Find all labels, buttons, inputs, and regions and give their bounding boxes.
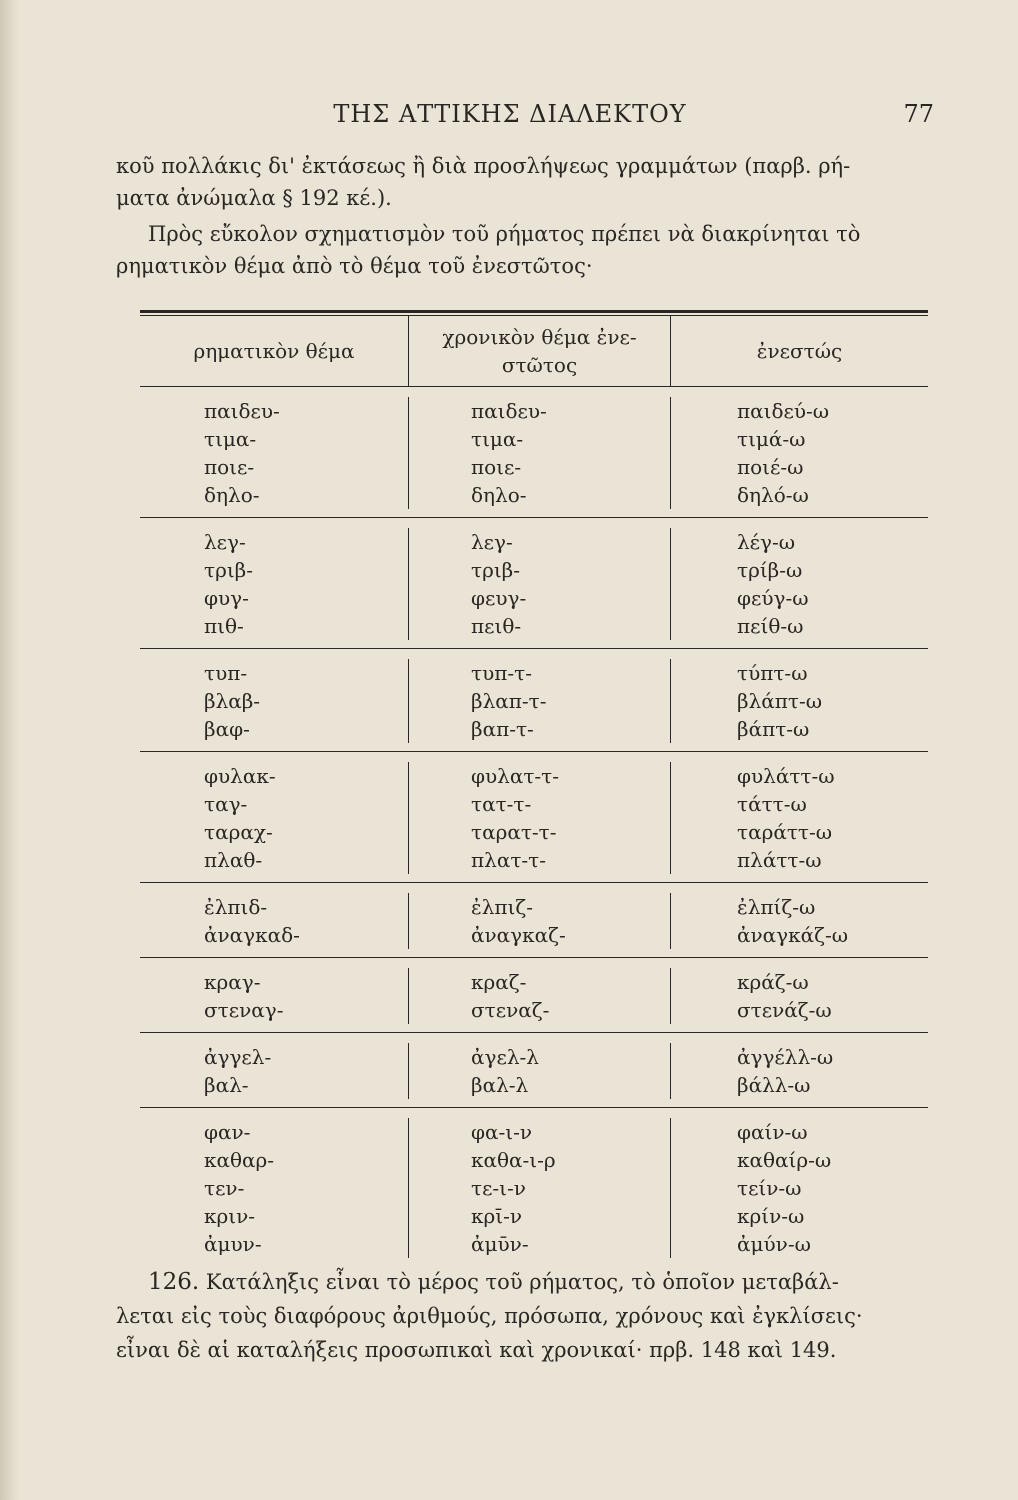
table-header [140,316,928,387]
table-cell-text: παιδευ- [471,399,547,423]
present-form-cell [670,762,928,874]
text-line: ματα ἀνώμαλα § 192 κέ.). [116,186,392,210]
table-row-group [140,958,928,1033]
table-cell-text: κριν- [204,1204,256,1228]
present-stem-cell [408,1043,670,1099]
table-cell-text: βλαβ- [204,689,261,713]
table-cell-text: ταράττ-ω [737,820,833,844]
table-cell-text: τε-ι-ν [471,1176,526,1200]
header-present-stem [408,316,670,386]
table-cell-text: φυλακ- [204,764,276,788]
page-number: 77 [903,100,934,128]
table-cell-text: τιμά-ω [737,427,806,451]
present-stem-cell [408,893,670,949]
table-cell-text: δηλο- [471,483,527,507]
verb-stem-table [140,310,928,1266]
table-cell-text: βαλ-λ [471,1073,529,1097]
page-header [80,96,940,136]
table-cell-text: τυπ- [204,661,248,685]
table-cell-text: βαφ- [204,717,250,741]
verbal-stem-cell [140,893,408,949]
table-cell-text: φα-ι-ν [471,1120,533,1144]
table-cell-text: βάλλ-ω [737,1073,811,1097]
table-cell-text: πειθ- [471,614,522,638]
present-form-cell [670,397,928,509]
page-binding-edge [0,0,20,1500]
table-cell-text: καθαίρ-ω [737,1148,832,1172]
table-cell-text: πλάττ-ω [737,848,822,872]
table-cell-text: τατ-τ- [471,792,532,816]
table-cell-text: ποιέ-ω [737,455,804,479]
table-cell-text: ἀμύν-ω [737,1232,811,1256]
verbal-stem-cell [140,659,408,743]
section-number: 126. [148,1269,200,1295]
present-stem-cell [408,528,670,640]
verbal-stem-cell [140,1043,408,1099]
table-cell-text: κρῑ-ν [471,1204,523,1228]
table-cell-text: κραζ- [471,970,527,994]
table-cell-text: τύπτ-ω [737,661,808,685]
verbal-stem-cell [140,528,408,640]
table-cell-text: τριβ- [204,558,253,582]
table-cell-text: ἀναγκαδ- [204,923,300,947]
table-cell-text: τείν-ω [737,1176,802,1200]
table-cell-text: τάττ-ω [737,792,807,816]
present-stem-cell [408,1118,670,1258]
table-cell-text: κραγ- [204,970,261,994]
table-cell-text: πείθ-ω [737,614,804,638]
table-cell-text: φεύγ-ω [737,586,809,610]
table-cell-text: ἀμῡν- [471,1232,529,1256]
text-line: ρηματικὸν θέμα ἀπὸ τὸ θέμα τοῦ ἐνεστῶτος· [116,254,593,278]
table-cell-text: πλαθ- [204,848,263,872]
table-cell-text: ταγ- [204,792,248,816]
running-title: ΤΗΣ ΑΤΤΙΚΗΣ ΔΙΑΛΕΚΤΟΥ [333,100,687,128]
table-cell-text: πλατ-τ- [471,848,546,872]
present-form-cell [670,1118,928,1258]
table-cell-text: φευγ- [471,586,527,610]
table-cell-text: φυλατ-τ- [471,764,559,788]
table-cell-text: πιθ- [204,614,244,638]
paragraph-continuation [116,150,936,214]
table-cell-text: φαν- [204,1120,251,1144]
table-top-rule [140,310,928,313]
present-form-cell [670,968,928,1024]
present-stem-cell [408,762,670,874]
table-cell-text: τριβ- [471,558,520,582]
table-cell-text: στεναγ- [204,998,284,1022]
present-form-cell [670,1043,928,1099]
table-cell-text: βαλ- [204,1073,249,1097]
table-cell-text: λεγ- [471,530,513,554]
table-cell-text: ἀναγκαζ- [471,923,566,947]
table-cell-text: φαίν-ω [737,1120,808,1144]
header-present: ἐνεστώς [670,316,928,386]
table-cell-text: δηλό-ω [737,483,809,507]
table-cell-text: ἐλπιδ- [204,895,268,919]
text-line: κοῦ πολλάκις δι' ἐκτάσεως ἢ διὰ προσλήψεως γραμμάτων (παρβ. ρή- [116,154,851,178]
text-line: Πρὸς εὔκολον σχηματισμὸν τοῦ ρήματος πρέπει νὰ διακρίνηται τὸ [148,222,861,246]
table-cell-text: κράζ-ω [737,970,809,994]
verbal-stem-cell [140,762,408,874]
table-cell-text: τιμα- [204,427,257,451]
table-cell-text: παιδευ- [204,399,280,423]
table-cell-text: ποιε- [204,455,255,479]
present-stem-cell [408,968,670,1024]
present-form-cell [670,659,928,743]
table-cell-text: ταραχ- [204,820,273,844]
table-cell-text: ποιε- [471,455,522,479]
table-cell-text: βλαπ-τ- [471,689,547,713]
table-body [140,387,928,1266]
text-line: λεται εἰς τοὺς διαφόρους ἀριθμούς, πρόσωπα, χρόνους καὶ ἐγκλίσεις· [116,1304,863,1328]
table-cell-text: στενάζ-ω [737,998,832,1022]
present-form-cell [670,893,928,949]
text-line [116,1265,936,1299]
text-line-content: Κατάληξις εἶναι τὸ μέρος τοῦ ρήματος, τὸ ὁποῖον μεταβάλ- [205,1270,839,1294]
table-cell-text: βλάπτ-ω [737,689,823,713]
table-cell-text: παιδεύ-ω [737,399,830,423]
table-cell-text: ἀναγκάζ-ω [737,923,849,947]
table-cell-text: τεν- [204,1176,245,1200]
table-cell-text: φυγ- [204,586,249,610]
present-form-cell [670,528,928,640]
table-cell-text: φυλάττ-ω [737,764,835,788]
header-verbal-stem: ρηματικὸν θέμα [193,339,355,363]
table-cell-text: τυπ-τ- [471,661,532,685]
paragraph-126 [116,1265,936,1367]
table-cell-text: βαπ-τ- [471,717,534,741]
table-cell-text: ἀγγελ- [204,1045,272,1069]
table-cell-text: κρίν-ω [737,1204,805,1228]
verbal-stem-cell [140,1118,408,1258]
table-row-group [140,518,928,649]
table-cell-text: ἀμυν- [204,1232,262,1256]
table-cell-text: καθα-ι-ρ [471,1148,556,1172]
table-cell-text: ἀγελ-λ [471,1045,539,1069]
table-cell-text: ταρατ-τ- [471,820,557,844]
verbal-stem-cell [140,968,408,1024]
table-cell-text: τιμα- [471,427,524,451]
table-cell-text: καθαρ- [204,1148,275,1172]
table-row-group [140,752,928,883]
present-stem-cell [408,659,670,743]
table-cell-text: ἐλπίζ-ω [737,895,816,919]
text-line: εἶναι δὲ αἱ καταλήξεις προσωπικαὶ καὶ χρονικαί· πρβ. 148 καὶ 149. [116,1338,837,1362]
table-cell-text: ἐλπιζ- [471,895,533,919]
table-cell-text: στεναζ- [471,998,550,1022]
present-stem-cell [408,397,670,509]
header-present-stem-line2: στῶτος [501,353,578,377]
header-present-stem-line1: χρονικὸν θέμα ἐνε- [442,325,637,349]
table-cell-text: δηλο- [204,483,260,507]
table-row-group [140,883,928,958]
paragraph-intro [116,218,936,282]
verbal-stem-cell [140,397,408,509]
table-row-group [140,649,928,752]
table-cell-text: λέγ-ω [737,530,796,554]
table-cell-text: ἀγγέλλ-ω [737,1045,834,1069]
table-row-group [140,1108,928,1266]
table-cell-text: τρίβ-ω [737,558,803,582]
table-cell-text: βάπτ-ω [737,717,810,741]
table-row-group [140,387,928,518]
table-row-group [140,1033,928,1108]
table-cell-text: λεγ- [204,530,246,554]
